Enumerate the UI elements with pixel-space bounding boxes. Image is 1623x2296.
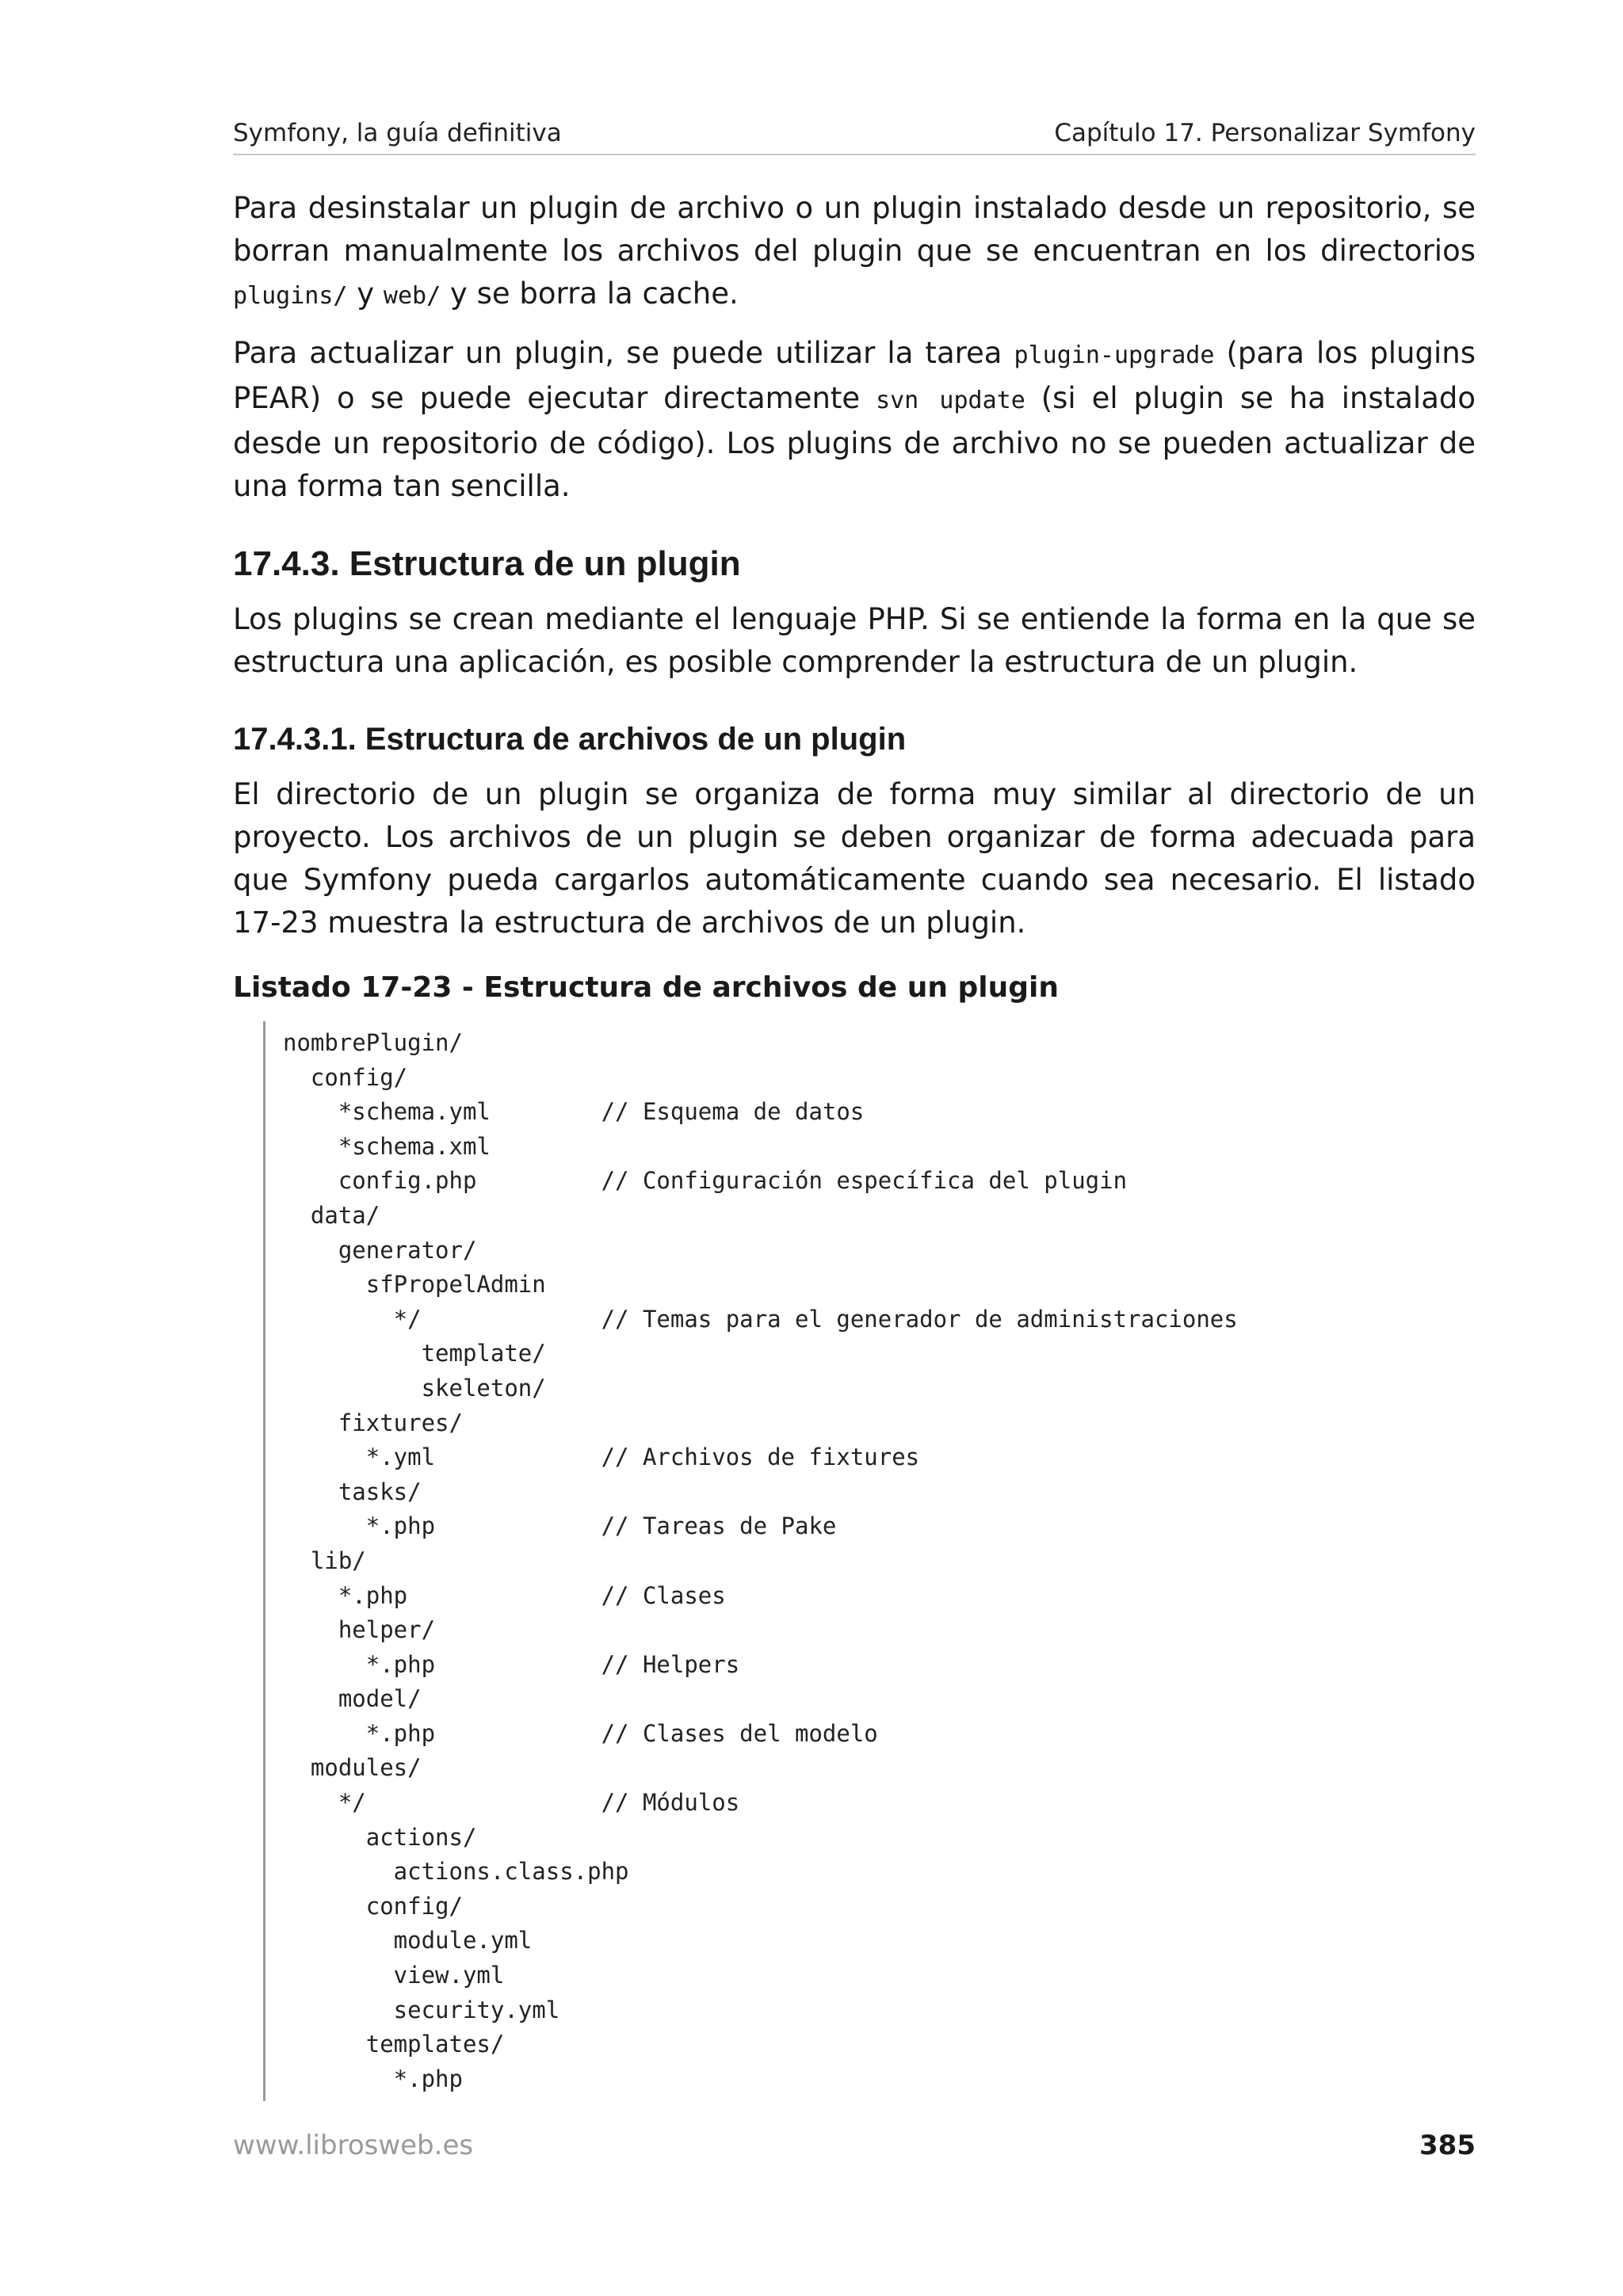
code-line: actions.class.php — [283, 1858, 629, 1886]
code-listing — [263, 1021, 1476, 2101]
inline-code: svn update — [876, 387, 1025, 414]
code-line: model/ — [283, 1685, 422, 1713]
code-line: *.yml // Archivos de fixtures — [283, 1444, 920, 1471]
page-content — [233, 119, 1476, 2101]
code-line: nombrePlugin/ — [283, 1029, 463, 1056]
paragraph-text: y se borra la cache. — [441, 277, 739, 311]
code-line: *schema.xml — [283, 1132, 491, 1160]
code-line: */ // Módulos — [283, 1789, 740, 1817]
paragraph-text: Para desinstalar un plugin de archivo o un plugin instalado desde un repositorio, se borran manualmente los archivos del plugin que se encuentran en los directorios — [233, 191, 1476, 268]
code-line: modules/ — [283, 1754, 422, 1782]
paragraph-text: y — [347, 277, 384, 311]
code-line: helper/ — [283, 1616, 436, 1644]
header-book-title: Symfony, la guía definitiva — [233, 119, 562, 147]
code-line: data/ — [283, 1201, 380, 1229]
code-line: config/ — [283, 1892, 463, 1920]
subsection-heading: 17.4.3.1. Estructura de archivos de un plugin — [233, 722, 907, 757]
running-header — [233, 119, 1476, 155]
paragraph-update — [233, 332, 1476, 508]
code-line: view.yml — [283, 1962, 505, 1989]
inline-code: plugin-upgrade — [1014, 341, 1215, 369]
paragraph-files: El directorio de un plugin se organiza de forma muy similar al directorio de un proyecto. Los archivos de un plugin se deben organizar de forma adecuada para que Symfony pueda cargarlos automáticamente cuando sea necesario. El listado 17-23 muestra la estructura de archivos de un plugin. — [233, 777, 1476, 940]
code-line: config.php // Configuración específica del plugin — [283, 1167, 1128, 1195]
code-line: sfPropelAdmin — [283, 1271, 546, 1299]
paragraph-text: (para los plugins PEAR) o se puede ejecutar directamente — [233, 336, 1476, 415]
section-heading: 17.4.3. Estructura de un plugin — [233, 544, 741, 583]
code-line: security.yml — [283, 1996, 560, 2023]
footer-url: www.librosweb.es — [233, 2130, 474, 2161]
code-line: actions/ — [283, 1823, 477, 1851]
code-line: generator/ — [283, 1236, 477, 1264]
code-line: skeleton/ — [283, 1374, 546, 1402]
code-line: *.php — [283, 2065, 463, 2092]
header-chapter-title: Capítulo 17. Personalizar Symfony — [1054, 119, 1476, 147]
code-line: *schema.yml // Esquema de datos — [283, 1098, 865, 1126]
code-line: *.php // Clases del modelo — [283, 1719, 878, 1747]
code-line: lib/ — [283, 1547, 366, 1574]
code-line: template/ — [283, 1340, 546, 1367]
paragraph-structure: Los plugins se crean mediante el lenguaje PHP. Si se entiende la forma en la que se estructura una aplicación, es posible comprender la estructura de un plugin. — [233, 602, 1476, 679]
listing-title: Listado 17-23 - Estructura de archivos de un plugin — [233, 971, 1059, 1004]
code-line: *.php // Helpers — [283, 1650, 740, 1678]
inline-code: web/ — [383, 282, 441, 310]
code-line: module.yml — [283, 1927, 533, 1955]
inline-code: plugins/ — [233, 282, 348, 310]
code-line: fixtures/ — [283, 1409, 463, 1436]
paragraph-uninstall — [233, 187, 1476, 318]
code-line: config/ — [283, 1063, 408, 1091]
paragraph-text: Para actualizar un plugin, se puede utilizar la tarea — [233, 336, 1014, 370]
page-footer — [233, 2130, 1476, 2161]
code-line: templates/ — [283, 2031, 505, 2058]
code-line: tasks/ — [283, 1478, 422, 1505]
page-number: 385 — [1419, 2130, 1476, 2161]
paragraph-text: (si el plugin se ha instalado desde un repositorio de código). Los plugins de archivo no se pueden actualizar de una forma tan sencilla. — [233, 381, 1476, 503]
code-line: *.php // Tareas de Pake — [283, 1512, 837, 1540]
code-line: *.php // Clases — [283, 1581, 726, 1609]
code-line: */ // Temas para el generador de administraciones — [283, 1305, 1238, 1333]
